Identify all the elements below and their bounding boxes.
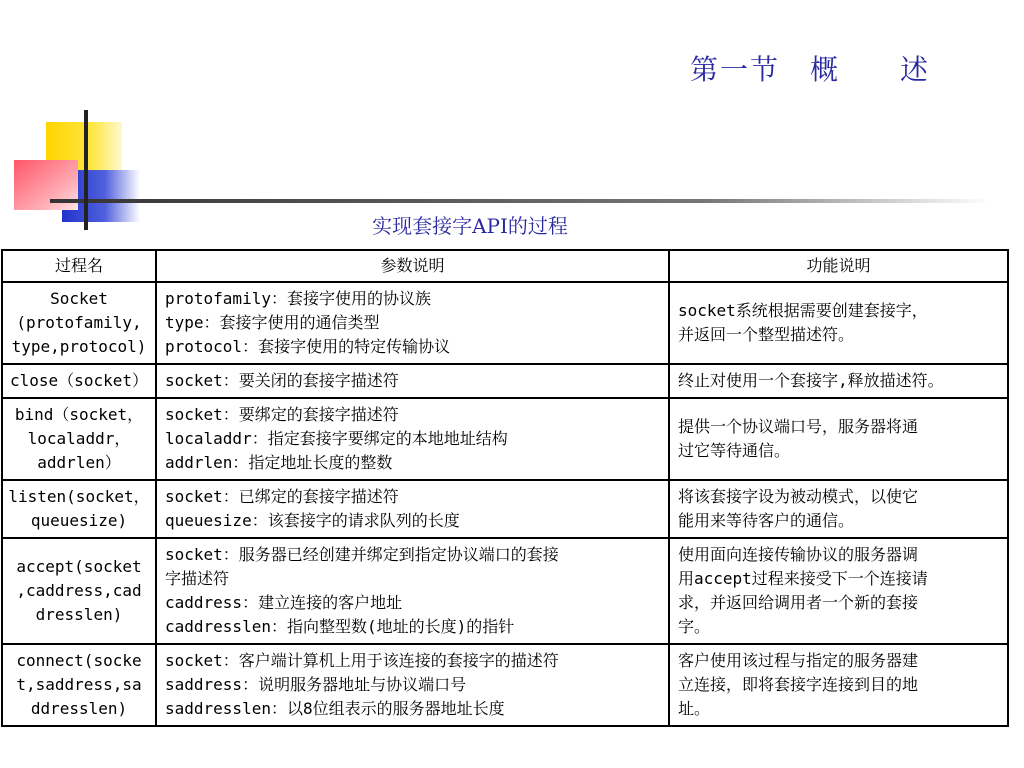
cell-line: listen(socket， — [8, 487, 150, 506]
function-cell — [669, 480, 1008, 538]
procedure-name-cell — [2, 644, 156, 726]
cell-line: protocol：套接字使用的特定传输协议 — [165, 337, 451, 356]
table-row — [2, 364, 1008, 398]
cell-line: 立连接，即将套接字连接到目的地 — [678, 675, 919, 694]
cell-line: socket：客户端计算机上用于该连接的套接字的描述符 — [165, 651, 559, 670]
header-function: 功能说明 — [669, 250, 1008, 282]
slide-decoration — [0, 0, 1024, 240]
cell-line: protofamily：套接字使用的协议族 — [165, 289, 431, 308]
table-row — [2, 644, 1008, 726]
red-square — [14, 160, 78, 210]
cell-line: addrlen） — [37, 453, 121, 472]
parameters-cell — [156, 538, 669, 644]
cell-line: 提供一个协议端口号，服务器将通 — [678, 417, 919, 436]
parameters-cell — [156, 398, 669, 480]
cell-line: 客户使用该过程与指定的服务器建 — [678, 651, 919, 670]
cell-line: saddress：说明服务器地址与协议端口号 — [165, 675, 467, 694]
cell-line: 终止对使用一个套接字,释放描述符。 — [678, 371, 944, 390]
cell-line: 求，并返回给调用者一个新的套接 — [678, 593, 919, 612]
cell-line: ddresslen) — [30, 699, 128, 718]
cell-line: addrlen：指定地址长度的整数 — [165, 453, 393, 472]
parameters-cell — [156, 364, 669, 398]
cell-line: socket：服务器已经创建并绑定到指定协议端口的套接 — [165, 545, 559, 564]
table-header-row — [2, 250, 1008, 282]
procedure-name-cell — [2, 282, 156, 364]
cell-line: type：套接字使用的通信类型 — [165, 313, 380, 332]
api-table — [1, 249, 1009, 727]
cell-line: (protofamily, — [16, 313, 142, 332]
cell-line: caddress：建立连接的客户地址 — [165, 593, 403, 612]
cell-line: 字。 — [678, 617, 711, 636]
cell-line: localaddr：指定套接字要绑定的本地地址结构 — [165, 429, 508, 448]
cell-line: 过它等待通信。 — [678, 441, 791, 460]
header-procedure-name: 过程名 — [2, 250, 156, 282]
procedure-name-cell — [2, 364, 156, 398]
procedure-name-cell — [2, 538, 156, 644]
parameters-cell — [156, 282, 669, 364]
table-row — [2, 398, 1008, 480]
function-cell — [669, 538, 1008, 644]
function-cell — [669, 364, 1008, 398]
cell-line: accept(socket — [16, 557, 142, 576]
cell-line: socket：要绑定的套接字描述符 — [165, 405, 399, 424]
cell-line: close（socket） — [10, 371, 148, 390]
cell-line: 字描述符 — [165, 569, 230, 588]
cell-line: 使用面向连接传输协议的服务器调 — [678, 545, 919, 564]
cell-line: 址。 — [678, 699, 711, 718]
horizontal-line — [50, 199, 990, 203]
parameters-cell — [156, 480, 669, 538]
slide-subtitle: 实现套接字API的过程 — [372, 214, 568, 238]
parameters-cell — [156, 644, 669, 726]
cell-line: socket：要关闭的套接字描述符 — [165, 371, 399, 390]
header-parameters: 参数说明 — [156, 250, 669, 282]
cell-line: 能用来等待客户的通信。 — [678, 511, 855, 530]
function-cell — [669, 398, 1008, 480]
cell-line: t,saddress,sa — [16, 675, 142, 694]
cell-line: dresslen) — [35, 605, 123, 624]
cell-line: queuesize) — [30, 511, 128, 530]
function-cell — [669, 644, 1008, 726]
table-row — [2, 480, 1008, 538]
cell-line: socket：已绑定的套接字描述符 — [165, 487, 399, 506]
cell-line: localaddr， — [27, 429, 131, 448]
procedure-name-cell — [2, 398, 156, 480]
cell-line: bind（socket， — [14, 405, 144, 424]
cell-line: connect(socke — [16, 651, 142, 670]
table-row — [2, 282, 1008, 364]
cell-line: type,protocol) — [11, 337, 147, 356]
function-cell — [669, 282, 1008, 364]
cell-line: Socket — [50, 289, 108, 308]
cell-line: saddresslen：以8位组表示的服务器地址长度 — [165, 699, 505, 718]
cell-line: 并返回一个整型描述符。 — [678, 325, 855, 344]
cell-line: caddresslen：指向整型数(地址的长度)的指针 — [165, 617, 515, 636]
cell-line: queuesize：该套接字的请求队列的长度 — [165, 511, 460, 530]
cell-line: 用accept过程来接受下一个连接请 — [678, 569, 928, 588]
cell-line: ,caddress,cad — [16, 581, 142, 600]
yellow-square — [46, 122, 122, 198]
table-row — [2, 538, 1008, 644]
procedure-name-cell — [2, 480, 156, 538]
cell-line: socket系统根据需要创建套接字， — [678, 301, 928, 320]
slide-title: 第一节 概 述 — [690, 53, 931, 86]
cell-line: 将该套接字设为被动模式，以使它 — [678, 487, 919, 506]
